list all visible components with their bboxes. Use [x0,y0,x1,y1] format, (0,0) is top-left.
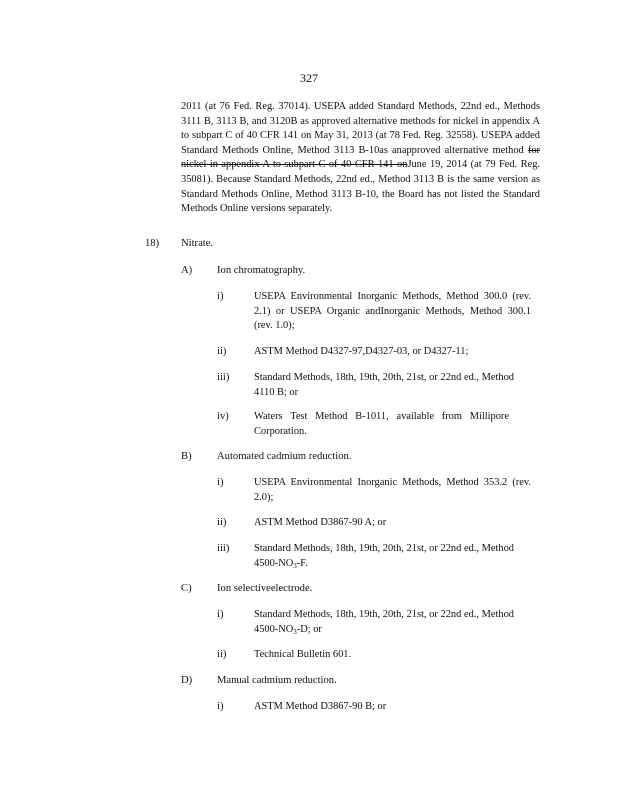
section-c-label: C) [181,583,192,594]
section-c-item-1-text-pre: Standard Methods, 18th, 19th, 20th, 21st, or 22nd ed., Method 4500-NO [254,609,514,635]
section-a-title: Ion chromatography. [217,265,306,276]
section-b-item-2-text: ASTM Method D3867-90 A; or [254,517,387,528]
section-c-title: Ion selectiveelectrode. [217,583,313,594]
section-a-item-4-text: Waters Test Method B-1011, available from Millipore Corporation. [254,411,509,437]
section-b-item-3-text-pre: Standard Methods, 18th, 19th, 20th, 21st, or 22nd ed., Method 4500-NO [254,543,514,569]
section-d-label: D) [181,675,193,686]
section-a-item-3-text: Standard Methods, 18th, 19th, 20th, 21st, or 22nd ed., Method 4110 B; or [254,372,514,398]
section-d-item-1-text: ASTM Method D3867-90 B; or [254,701,387,712]
section-a-item-2-label: ii) [217,346,227,357]
section-b-item-1-text: USEPA Environmental Inorganic Methods, Method 353.2 (rev. 2.0); [254,477,531,503]
section-d-item-1-label: i) [217,701,224,712]
section-b-item-1-label: i) [217,477,224,488]
section-a-item-1-text: USEPA Environmental Inorganic Methods, Method 300.0 (rev. 2.1) or USEPA Organic andInorganic Methods, Method 300.1 (rev. 1.0); [254,291,531,332]
section-c-item-1-text-post: -D; or [296,623,322,635]
section-a-item-4-label: iv) [217,411,229,422]
section-b-item-3-text [254,542,514,573]
section-a-item-1-label: i) [217,291,224,302]
intro-paragraph [181,100,540,217]
section-b-title: Automated cadmium reduction. [217,451,352,462]
section-c-item-2-label: ii) [217,649,227,660]
section-b-item-3-text-post: -F. [296,557,308,569]
section-b-label: B) [181,451,192,462]
section-b-item-3-label: iii) [217,543,230,554]
section-a-label: A) [181,265,193,276]
page-number: 327 [300,71,318,85]
section-c-item-1-text [254,608,514,639]
subscript-3: 3 [293,627,297,636]
section-a-item-2-text: ASTM Method D4327-97,D4327-03, or D4327-11; [254,346,469,357]
intro-text-a: 2011 (at 76 Fed. Reg. 37014). USEPA added Standard Methods, 22nd ed., Methods 3111 B, 3113 B, and 3120B as approved alternative methods for nickel in appendix A to subpart C of 40 CFR 141 on May 31, 2013 (at 78 Fed. Reg. 32558). USEPA added Standard Methods Online, Method 3113 B-10as anapproved alternative method [181,101,540,156]
section-d-title: Manual cadmium reduction. [217,675,337,686]
section-c-item-2-text: Technical Bulletin 601. [254,649,352,660]
section-a-item-3-label: iii) [217,372,230,383]
item-18-title: Nitrate. [181,238,214,249]
item-18-label: 18) [145,238,160,249]
section-b-item-2-label: ii) [217,517,227,528]
intro-text-b: June 19, 2014 (at 79 Fed. Reg. 35081). Because Standard Methods, 22nd ed., Method 3113 B is the same version as Standard Methods Online, Method 3113 B-10, the Board has not listed the Standard Methods Online versions separately. [181,159,540,215]
section-c-item-1-label: i) [217,609,224,620]
subscript-3: 3 [293,561,297,570]
struck-text: for nickel in appendix A to subpart C of 40 CFR 141 on [181,144,540,171]
